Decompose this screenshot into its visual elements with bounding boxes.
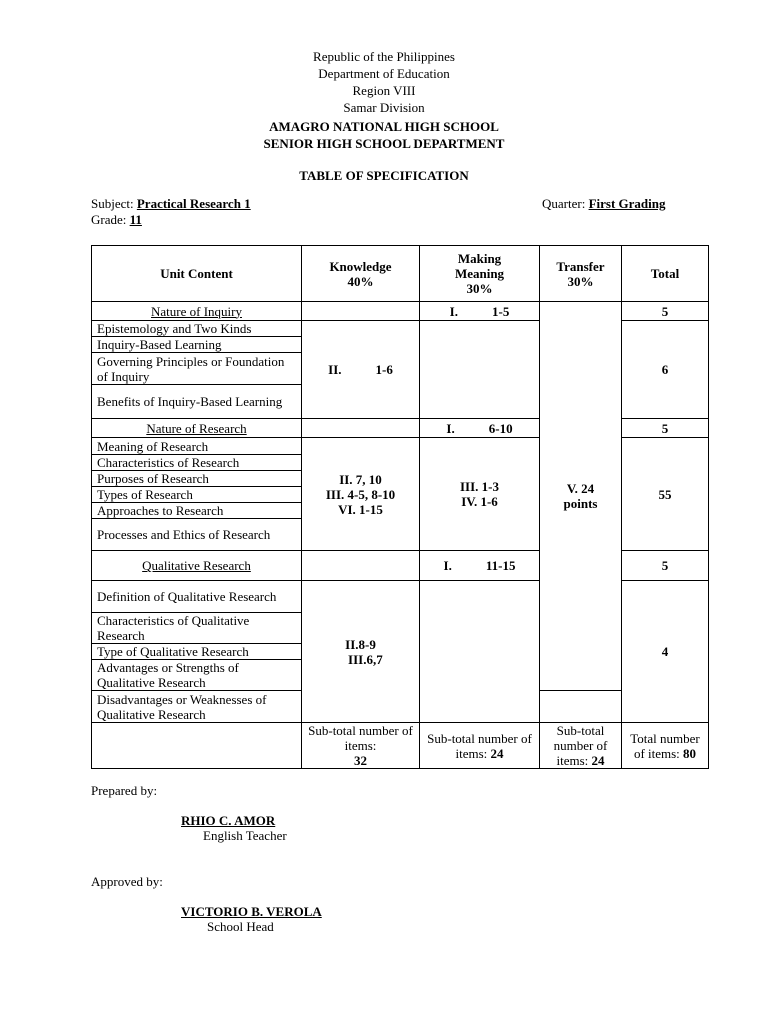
header-republic: Republic of the Philippines <box>313 49 455 64</box>
topic-nature-of-research: Nature of Research <box>92 419 302 438</box>
topic-qualitative-research: Qualitative Research <box>92 551 302 581</box>
header-knowledge: Knowledge 40% <box>302 246 420 302</box>
unit-item: Approaches to Research <box>92 503 302 519</box>
knowledge-items-cell: II. 1-6 <box>302 321 420 419</box>
empty-cell <box>420 581 540 723</box>
quarter-label: Quarter: <box>542 196 586 211</box>
prepared-by-name: RHIO C. AMOR <box>181 813 276 828</box>
unit-item: Advantages or Strengths of Qualitative Research <box>92 660 302 691</box>
empty-cell <box>302 551 420 581</box>
unit-item: Types of Research <box>92 487 302 503</box>
unit-item: Purposes of Research <box>92 471 302 487</box>
quarter-line <box>542 196 665 212</box>
header-unit-content: Unit Content <box>92 246 302 302</box>
unit-total: 6 <box>622 321 709 419</box>
mm-items-cell: I. 6-10 <box>420 419 540 438</box>
unit-item: Characteristics of Qualitative Research <box>92 613 302 644</box>
unit-item: Processes and Ethics of Research <box>92 519 302 551</box>
unit-total: 4 <box>622 581 709 723</box>
unit-item: Governing Principles or Foundation of Inquiry <box>92 353 302 385</box>
subject-value: Practical Research 1 <box>136 196 251 211</box>
unit-total: 55 <box>622 438 709 551</box>
knowledge-items-cell: II. 7, 10 III. 4-5, 8-10 VI. 1-15 <box>302 438 420 551</box>
knowledge-items-cell: II.8-9 III.6,7 <box>302 581 420 723</box>
subject-line <box>91 196 251 212</box>
topic-total: 5 <box>622 551 709 581</box>
header-transfer: Transfer 30% <box>540 246 622 302</box>
grade-line <box>91 212 142 228</box>
header-region: Region VIII <box>352 83 416 98</box>
empty-cell <box>302 302 420 321</box>
knowledge-subtotal: Sub-total number of items: 32 <box>302 723 420 769</box>
specification-table <box>91 245 709 769</box>
topic-total: 5 <box>622 419 709 438</box>
header-making-meaning: Making Meaning 30% <box>420 246 540 302</box>
transfer-subtotal: Sub-total number of items: 24 <box>540 723 622 769</box>
approved-by-label: Approved by: <box>91 874 163 889</box>
unit-item: Disadvantages or Weaknesses of Qualitative Research <box>92 691 302 723</box>
topic-total: 5 <box>622 302 709 321</box>
unit-item: Inquiry-Based Learning <box>92 337 302 353</box>
empty-cell <box>420 321 540 419</box>
mm-items-cell: III. 1-3 IV. 1-6 <box>420 438 540 551</box>
unit-item: Meaning of Research <box>92 438 302 455</box>
grand-total: Total number of items: 80 <box>622 723 709 769</box>
subject-label: Subject: <box>91 196 134 211</box>
subtotal-row <box>92 723 709 769</box>
prepared-by-label: Prepared by: <box>91 783 158 798</box>
table-header-row <box>92 246 709 302</box>
mm-items-cell: I. 1-5 <box>420 302 540 321</box>
grade-label: Grade: <box>91 212 127 227</box>
approved-by-name: VICTORIO B. VEROLA <box>181 904 322 919</box>
topic-nature-of-inquiry: Nature of Inquiry <box>92 302 302 321</box>
header-department: Department of Education <box>318 66 450 81</box>
unit-item: Benefits of Inquiry-Based Learning <box>92 385 302 419</box>
approved-by-title: School Head <box>207 919 274 934</box>
empty-cell <box>302 419 420 438</box>
transfer-cell: V. 24 points <box>540 302 622 691</box>
mm-subtotal: Sub-total number of items: 24 <box>420 723 540 769</box>
school-name: AMAGRO NATIONAL HIGH SCHOOL <box>269 119 499 134</box>
header-total: Total <box>622 246 709 302</box>
quarter-value: First Grading <box>588 196 666 211</box>
document-title: TABLE OF SPECIFICATION <box>299 168 469 183</box>
department-name: SENIOR HIGH SCHOOL DEPARTMENT <box>263 136 505 151</box>
topic-row-nature-of-inquiry <box>92 302 709 321</box>
mm-items-cell: I. 11-15 <box>420 551 540 581</box>
empty-cell <box>92 723 302 769</box>
grade-value: 11 <box>129 212 142 227</box>
header-division: Samar Division <box>343 100 425 115</box>
prepared-by-title: English Teacher <box>203 828 287 843</box>
unit-item: Type of Qualitative Research <box>92 644 302 660</box>
unit-item: Definition of Qualitative Research <box>92 581 302 613</box>
unit-item: Epistemology and Two Kinds <box>92 321 302 337</box>
unit-item: Characteristics of Research <box>92 455 302 471</box>
